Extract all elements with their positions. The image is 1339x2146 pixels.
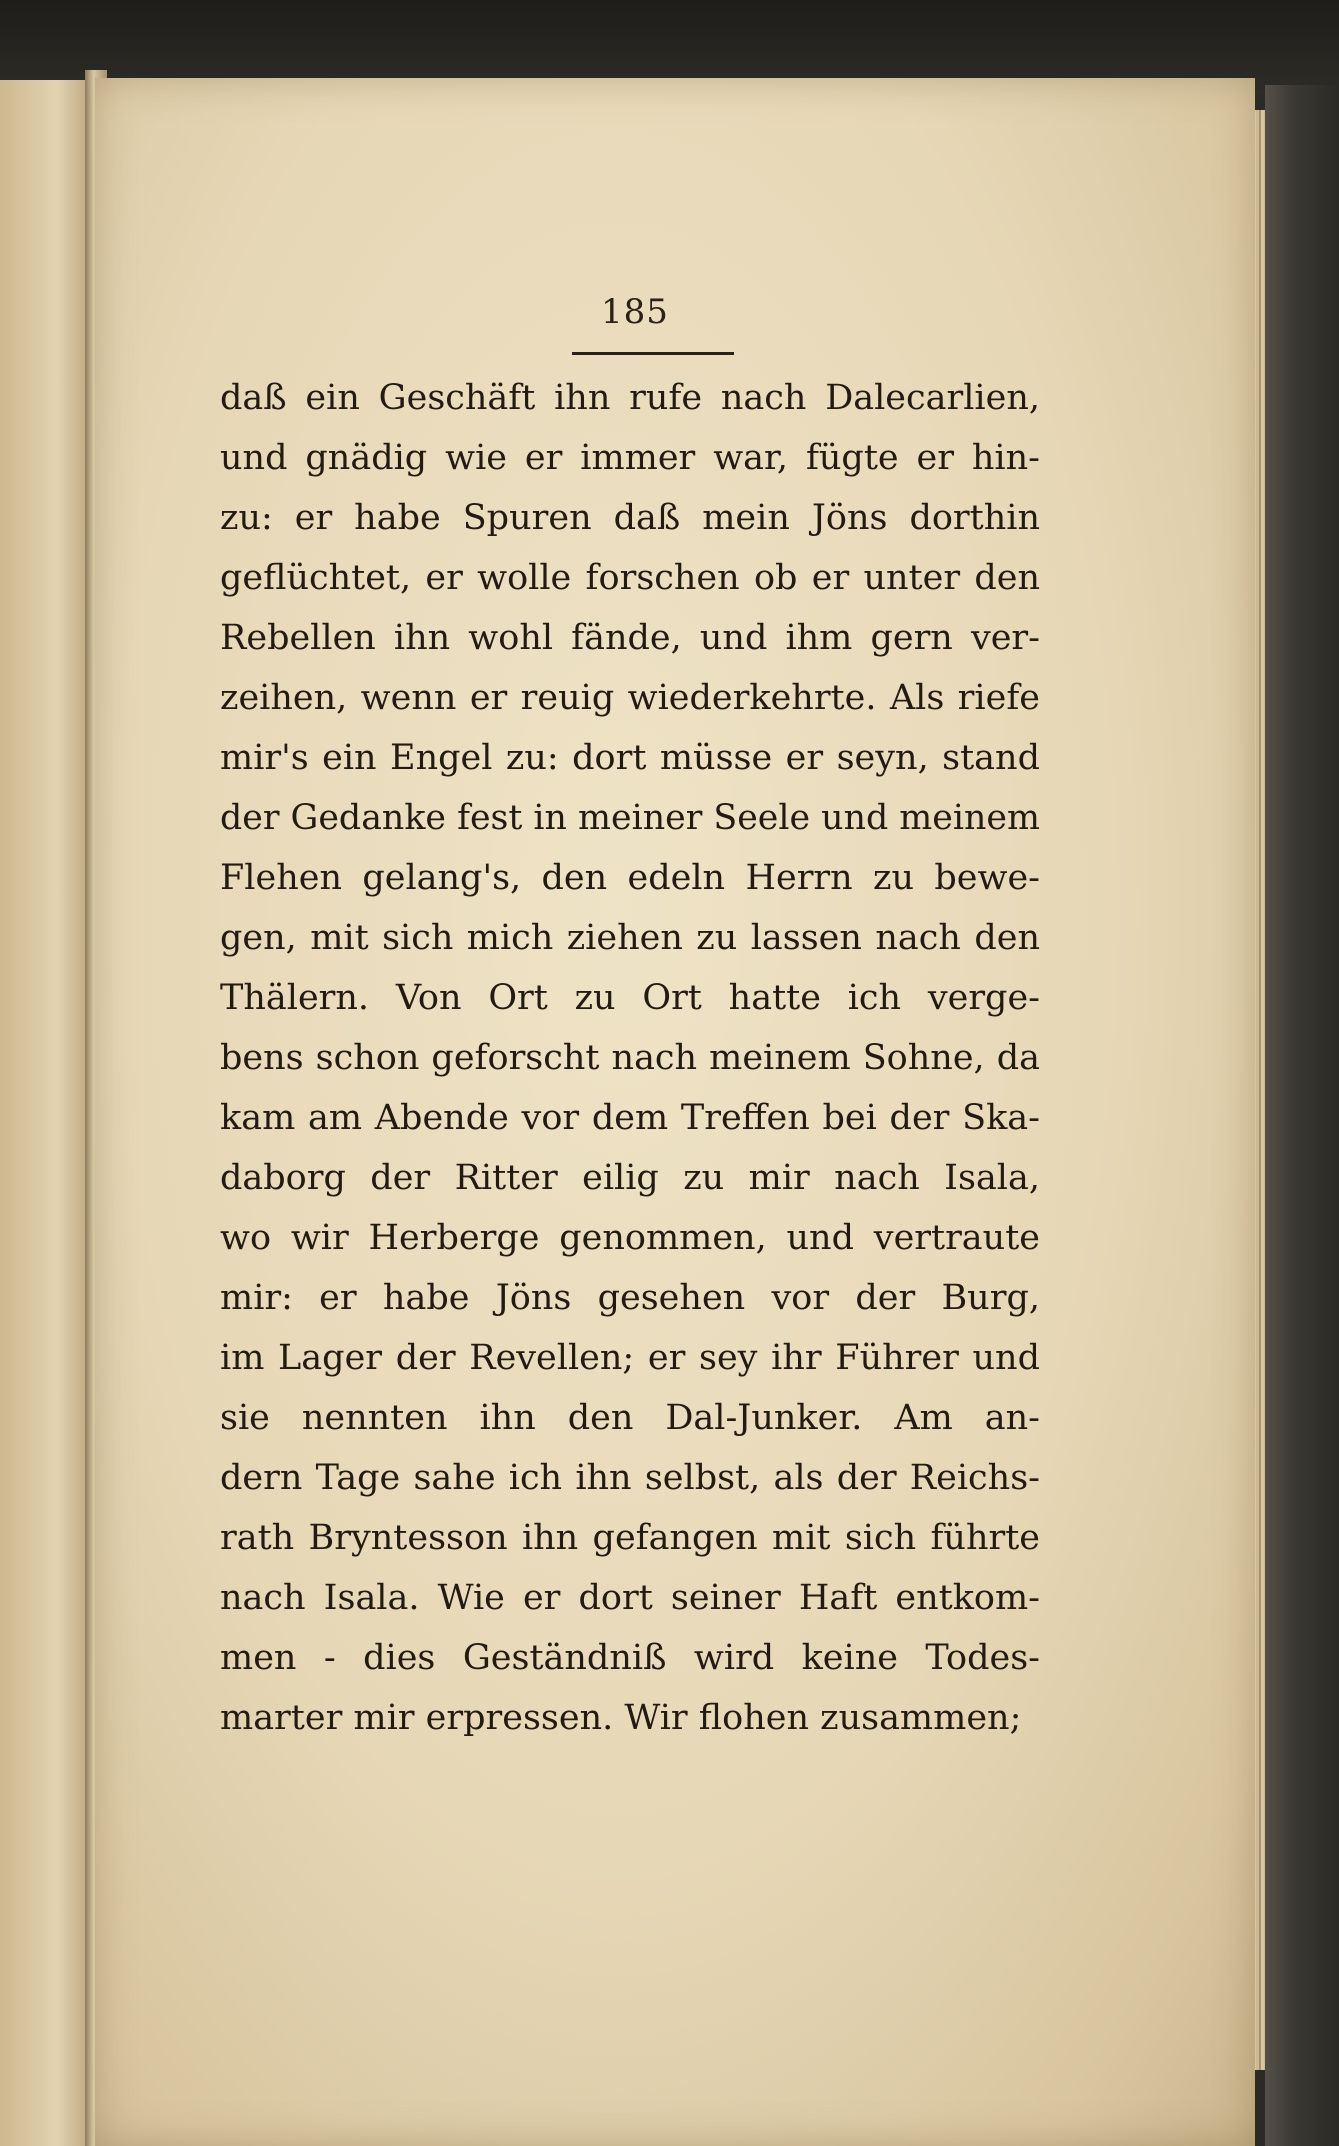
text-line: mir: er habe Jöns gesehen vor der Burg, <box>220 1278 1040 1318</box>
text-line: zu: er habe Spuren daß mein Jöns dorthin <box>220 498 1040 538</box>
text-line: gen, mit sich mich ziehen zu lassen nach den <box>220 918 1040 958</box>
text-line: zeihen, wenn er reuig wiederkehrte. Als riefe <box>220 678 1040 718</box>
header-rule <box>572 352 734 355</box>
text-line: daß ein Geschäft ihn rufe nach Dalecarlien, <box>220 378 1040 418</box>
text-line: kam am Abende vor dem Treffen bei der Ska- <box>220 1098 1040 1138</box>
text-line: der Gedanke fest in meiner Seele und meinem <box>220 798 1040 838</box>
text-line: sie nennten ihn den Dal-Junker. Am an- <box>220 1398 1040 1438</box>
book-cover-right <box>1265 85 1339 2146</box>
text-line: rath Bryntesson ihn gefangen mit sich führte <box>220 1518 1040 1558</box>
text-line: dern Tage sahe ich ihn selbst, als der Reichs- <box>220 1458 1040 1498</box>
text-line: marter mir erpressen. Wir flohen zusammen; <box>220 1698 1022 1738</box>
text-line: geflüchtet, er wolle forschen ob er unter den <box>220 558 1040 598</box>
facing-page-edge <box>0 80 95 2146</box>
text-line: im Lager der Revellen; er sey ihr Führer und <box>220 1338 1040 1378</box>
text-line: und gnädig wie er immer war, fügte er hin- <box>220 438 1040 478</box>
text-line: mir's ein Engel zu: dort müsse er seyn, stand <box>220 738 1040 778</box>
text-line: Thälern. Von Ort zu Ort hatte ich verge- <box>220 978 1040 1018</box>
text-line: nach Isala. Wie er dort seiner Haft entkom- <box>220 1578 1040 1618</box>
page-number: 185 <box>601 292 669 332</box>
text-line: men - dies Geständniß wird keine Todes- <box>220 1638 1040 1678</box>
text-line: daborg der Ritter eilig zu mir nach Isala, <box>220 1158 1040 1198</box>
body-text <box>220 368 1040 1748</box>
text-line: wo wir Herberge genommen, und vertraute <box>220 1218 1040 1258</box>
text-line: Flehen gelang's, den edeln Herrn zu bewe- <box>220 858 1040 898</box>
text-line: Rebellen ihn wohl fände, und ihm gern ver- <box>220 618 1040 658</box>
text-line: bens schon geforscht nach meinem Sohne, da <box>220 1038 1040 1078</box>
